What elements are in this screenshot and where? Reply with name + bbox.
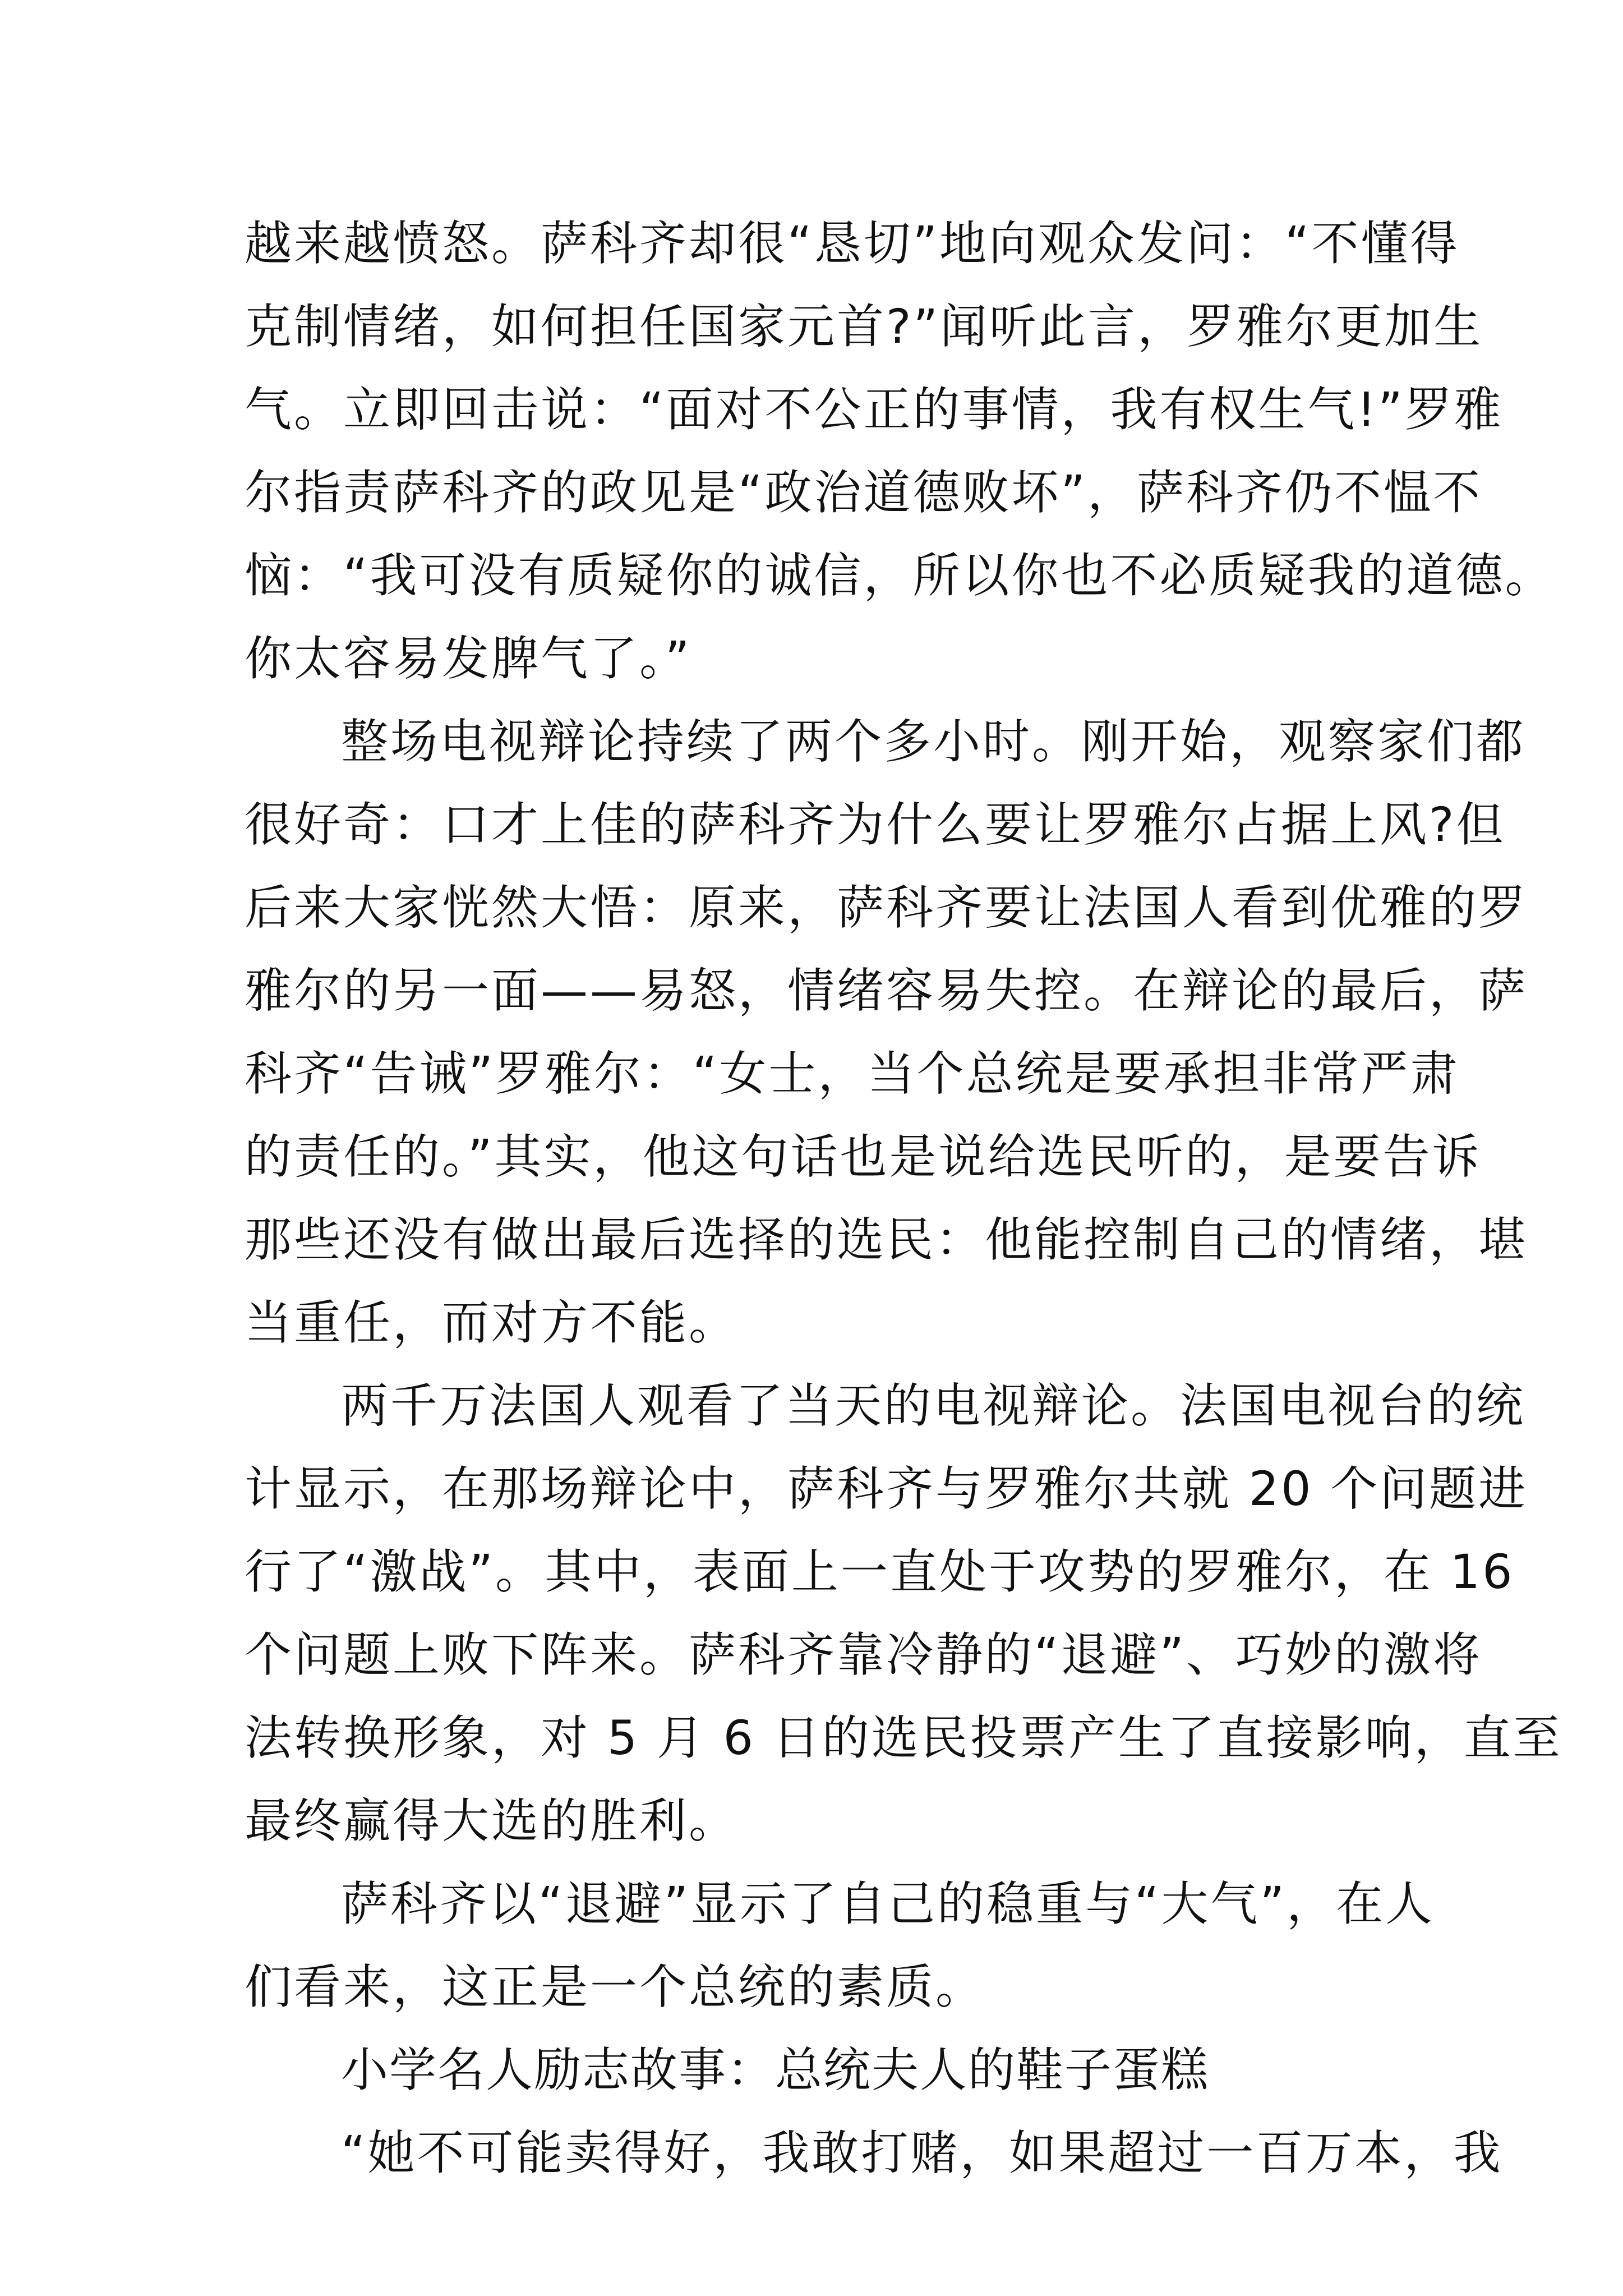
text-line-17: 行了“激战”。其中，表面上一直处于攻势的罗雅尔，在 16 [245,1544,1515,1599]
text-line-15: 两千万法国人观看了当天的电视辩论。法国电视台的统 [341,1378,1526,1433]
text-line-9: 后来大家恍然大悟：原来，萨科齐要让法国人看到优雅的罗 [245,880,1528,935]
text-line-8: 很好奇：口才上佳的萨科齐为什么要让罗雅尔占据上风?但 [245,797,1506,852]
text-line-21: 萨科齐以“退避”显示了自己的稳重与“大气”，在人 [341,1876,1435,1931]
text-line-2: 克制情绪，如何担任国家元首?”闻听此言，罗雅尔更加生 [245,299,1483,354]
text-line-6: 你太容易发脾气了。” [245,631,692,686]
text-line-3: 气。立即回击说：“面对不公正的事情，我有权生气!”罗雅 [245,382,1504,437]
text-line-14: 当重任，而对方不能。 [245,1295,739,1350]
text-line-4: 尔指责萨科齐的政见是“政治道德败坏”，萨科齐仍不愠不 [245,465,1483,520]
text-line-7: 整场电视辩论持续了两个多小时。刚开始，观察家们都 [341,714,1526,769]
document-body [245,202,1562,2194]
text-line-22: 们看来，这正是一个总统的素质。 [245,1959,985,2014]
text-line-18: 个问题上败下阵来。萨科齐靠冷静的“退避”、巧妙的激将 [245,1627,1483,1682]
text-line-5: 恼：“我可没有质疑你的诚信，所以你也不必质疑我的道德。 [245,548,1555,603]
text-line-12: 的责任的。”其实，他这句话也是说给选民听的，是要告诉 [245,1129,1482,1184]
text-line-20: 最终赢得大选的胜利。 [245,1793,739,1848]
text-line-13: 那些还没有做出最后选择的选民：他能控制自己的情绪，堪 [245,1212,1528,1267]
text-line-11: 科齐“告诫”罗雅尔：“女士，当个总统是要承担非常严肃 [245,1046,1460,1101]
text-line-24: “她不可能卖得好，我敢打赌，如果超过一百万本，我 [341,2125,1503,2180]
text-line-19: 法转换形象，对 5 月 6 日的选民投票产生了直接影响，直至 [245,1710,1562,1765]
text-line-10: 雅尔的另一面——易怒，情绪容易失控。在辩论的最后，萨 [245,963,1528,1018]
text-line-1: 越来越愤怒。萨科齐却很“恳切”地向观众发问：“不懂得 [245,216,1460,271]
text-line-16: 计显示，在那场辩论中，萨科齐与罗雅尔共就 20 个问题进 [245,1461,1528,1516]
section-title: 小学名人励志故事：总统夫人的鞋子蛋糕 [341,2042,1210,2097]
